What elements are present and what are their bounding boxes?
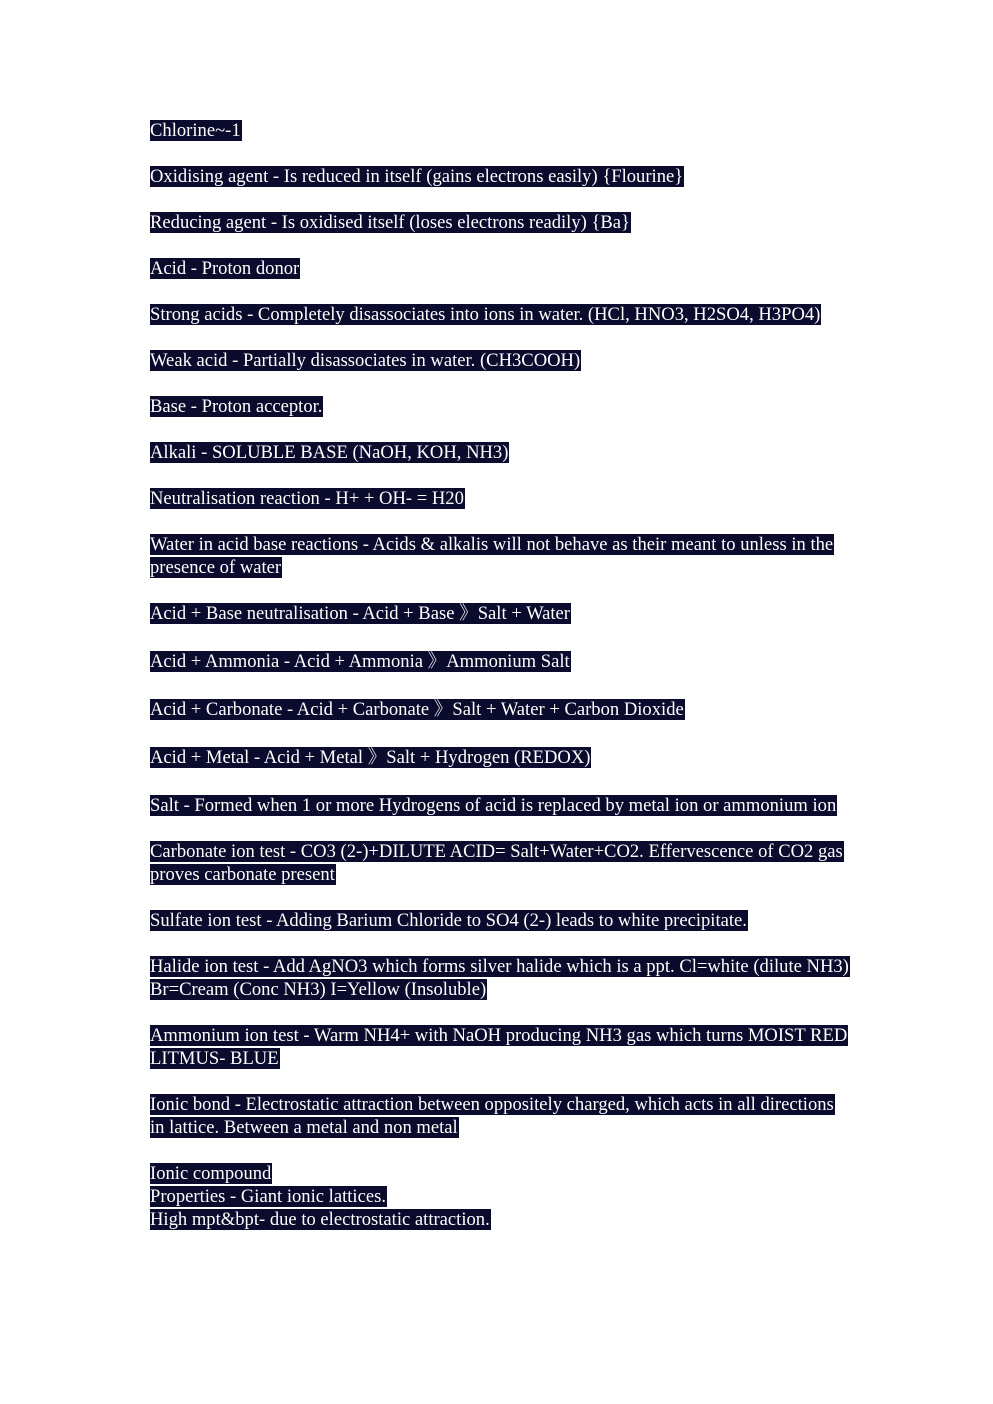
paragraph-alkali [150, 441, 850, 464]
paragraph-halide-test [150, 955, 850, 1001]
paragraph-ionic-compound [150, 1162, 850, 1231]
paragraph-neutralisation [150, 487, 850, 510]
highlighted-text[interactable]: Alkali - SOLUBLE BASE (NaOH, KOH, NH3) [150, 442, 509, 463]
paragraph-acid-base [150, 602, 850, 625]
paragraph-water-in-reactions [150, 533, 850, 579]
highlighted-text[interactable]: Oxidising agent - Is reduced in itself (gains electrons easily) {Flourine} [150, 166, 684, 187]
paragraph-strong-acids [150, 303, 850, 326]
highlighted-text[interactable]: Properties - Giant ionic lattices. [150, 1186, 386, 1207]
highlighted-text[interactable]: Reducing agent - Is oxidised itself (loses electrons readily) {Ba} [150, 212, 630, 233]
highlighted-text[interactable]: Ionic compound [150, 1163, 272, 1184]
paragraph-salt [150, 794, 850, 817]
highlighted-text[interactable]: Acid + Carbonate - Acid + Carbonate 》Salt + Water + Carbon Dioxide [150, 699, 684, 720]
highlighted-text[interactable]: Neutralisation reaction - H+ + OH- = H20 [150, 488, 464, 509]
paragraph-carbonate-test [150, 840, 850, 886]
highlighted-text[interactable]: Ammonium ion test - Warm NH4+ with NaOH producing NH3 gas which turns MOIST RED LITMUS- BLUE [150, 1025, 848, 1069]
paragraph-sulfate-test [150, 909, 850, 932]
paragraph-reducing-agent [150, 211, 850, 234]
highlighted-text[interactable]: Salt - Formed when 1 or more Hydrogens of acid is replaced by metal ion or ammonium ion [150, 795, 837, 816]
highlighted-text[interactable]: Acid + Ammonia - Acid + Ammonia 》Ammonium Salt [150, 651, 570, 672]
highlighted-text[interactable]: Halide ion test - Add AgNO3 which forms silver halide which is a ppt. Cl=white (dilute NH3) Br=Cream (Conc NH3) I=Yellow (Insoluble) [150, 956, 849, 1000]
paragraph-ionic-bond [150, 1093, 850, 1139]
paragraph-acid-metal [150, 746, 850, 769]
paragraph-weak-acid [150, 349, 850, 372]
document-body [150, 119, 850, 1254]
paragraph-acid-ammonia [150, 650, 850, 673]
highlighted-text[interactable]: Acid + Metal - Acid + Metal 》Salt + Hydrogen (REDOX) [150, 747, 591, 768]
highlighted-text[interactable]: Sulfate ion test - Adding Barium Chloride to SO4 (2-) leads to white precipitate. [150, 910, 747, 931]
highlighted-text[interactable]: Acid + Base neutralisation - Acid + Base 》Salt + Water [150, 603, 570, 624]
paragraph-acid [150, 257, 850, 280]
highlighted-text[interactable]: Base - Proton acceptor. [150, 396, 323, 417]
highlighted-text[interactable]: Weak acid - Partially disassociates in water. (CH3COOH) [150, 350, 581, 371]
paragraph-acid-carbonate [150, 698, 850, 721]
paragraph-chlorine [150, 119, 850, 142]
highlighted-text[interactable]: Strong acids - Completely disassociates into ions in water. (HCl, HNO3, H2SO4, H3PO4) [150, 304, 821, 325]
highlighted-text[interactable]: Acid - Proton donor [150, 258, 300, 279]
highlighted-text[interactable]: Ionic bond - Electrostatic attraction between oppositely charged, which acts in all directions in lattice. Between a metal and non metal [150, 1094, 834, 1138]
highlighted-text[interactable]: High mpt&bpt- due to electrostatic attraction. [150, 1209, 490, 1230]
paragraph-base [150, 395, 850, 418]
highlighted-text[interactable]: Carbonate ion test - CO3 (2-)+DILUTE ACID= Salt+Water+CO2. Effervescence of CO2 gas proves carbonate present [150, 841, 843, 885]
paragraph-oxidising-agent [150, 165, 850, 188]
highlighted-text[interactable]: Chlorine~-1 [150, 120, 241, 141]
paragraph-ammonium-test [150, 1024, 850, 1070]
highlighted-text[interactable]: Water in acid base reactions - Acids & alkalis will not behave as their meant to unless in the presence of water [150, 534, 834, 578]
